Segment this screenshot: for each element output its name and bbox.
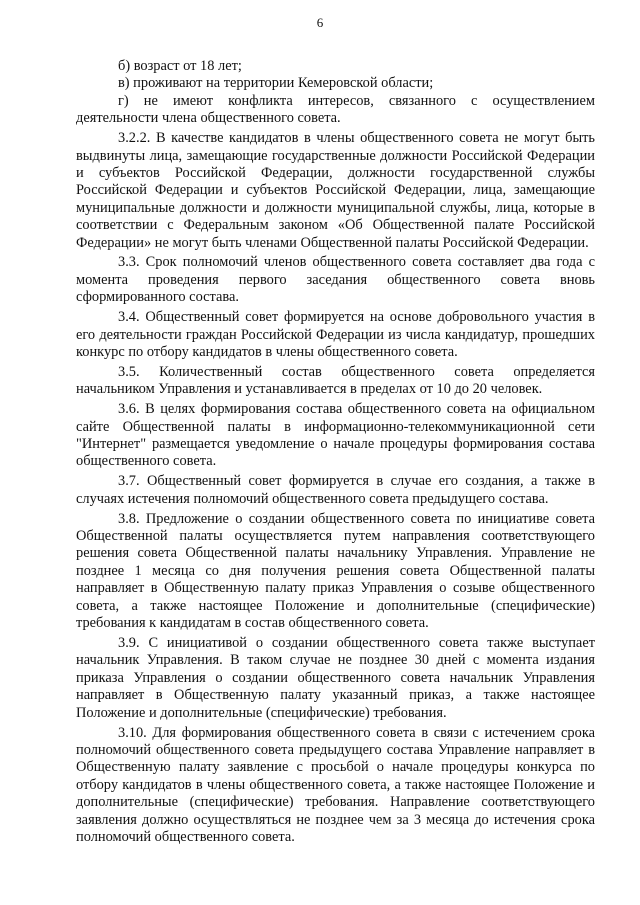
paragraph-v-residence: в) проживают на территории Кемеровской области; xyxy=(118,75,434,92)
page-number: 6 xyxy=(316,15,324,30)
paragraph-3-3: 3.3. Срок полномочий членов общественного совета составляет два года с момента проведения первого заседания общественного совета вновь сформированного состава. xyxy=(76,254,595,306)
paragraph-g-conflict: г) не имеют конфликта интересов, связанного с осуществлением деятельности члена общественного совета. xyxy=(76,92,595,127)
paragraph-3-6: 3.6. В целях формирования состава общественного совета на официальном сайте Общественной палаты в информационно-телекоммуникационной сети "Интернет" размещается уведомление о начале процедуры формирования состава общественного совета. xyxy=(76,401,595,470)
paragraph-3-5: 3.5. Количественный состав общественного совета определяется начальником Управления и устанавливается в пределах от 10 до 20 человек. xyxy=(76,363,595,398)
paragraph-3-9: 3.9. С инициативой о создании общественного совета также выступает начальник Управления. В таком случае не позднее 30 дней с момента издания приказа Управления о создании общественного совета начальник Управления направляет в Общественную палату указанный приказ, а также настоящее Положение и дополнительные (специфические) требования. xyxy=(76,635,595,721)
paragraph-3-4: 3.4. Общественный совет формируется на основе добровольного участия в его деятельности граждан Российской Федерации из числа кандидатур, прошедших конкурс по отбору кандидатов в члены общественного совета. xyxy=(76,309,595,360)
paragraph-3-7: 3.7. Общественный совет формируется в случае его создания, а также в случаях истечения полномочий общественного совета предыдущего состава. xyxy=(76,473,595,507)
paragraph-b-age: б) возраст от 18 лет; xyxy=(118,58,242,74)
paragraph-3-10: 3.10. Для формирования общественного совета в связи с истечением срока полномочий общественного совета предыдущего состава Управление направляет в Общественную палату заявление с просьбой о начале процедуры конкурса по отбору кандидатов в члены общественного совета, а также настоящее Положение и дополнительные (специфические) требования. Направление соответствующего заявления должно осуществляться не позднее чем за 3 месяца до истечения срока полномочий общественного совета. xyxy=(76,724,595,845)
document-body xyxy=(76,58,595,846)
paragraph-3-8: 3.8. Предложение о создании общественного совета по инициативе совета Общественной палаты осуществляется путем направления соответствующего решения совета Общественной палаты начальнику Управления. Управление не позднее 1 месяца со дня получения решения совета Общественной палаты направляет в Общественную палату приказ Управления о созыве общественного совета, а также настоящее Положение и дополнительные (специфические) требования к кандидатам в состав общественного совета. xyxy=(76,510,595,632)
paragraph-3-2-2: 3.2.2. В качестве кандидатов в члены общественного совета не могут быть выдвинуты лица, замещающие государственные должности Российской Федерации и субъектов Российской Федерации, должности государственной службы Российской Федерации и субъектов Российской Федерации, лица, замещающие муниципальные должности и должности муниципальной службы, лица, которые в соответствии с Федеральным законом «Об Общественной палате Российской Федерации» не могут быть членами Общественной палаты Российской Федерации. xyxy=(76,130,595,251)
